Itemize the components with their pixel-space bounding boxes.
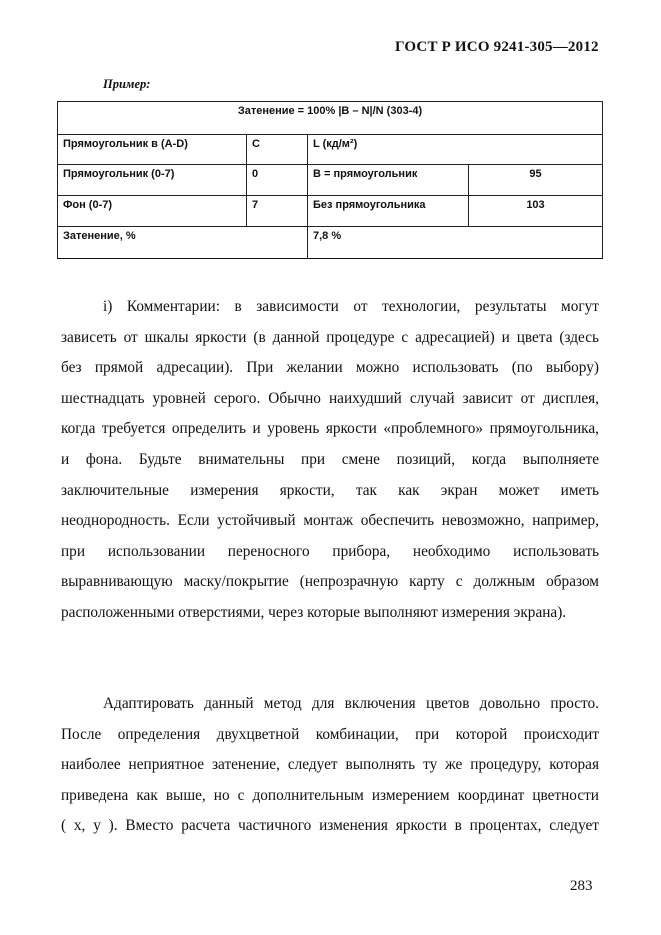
paragraph-line: и фона. Будьте внимательны при смене позиций, когда выполняете [61,450,599,468]
paragraph-line: расположенными отверстиями, через которые выполняют измерения экрана). [61,603,567,621]
paragraph-line: при использовании переносного прибора, необходимо использовать [61,542,599,560]
table-cell-extra: 103 [469,196,603,227]
document-header: ГОСТ Р ИСО 9241-305—2012 [395,39,599,55]
paragraph-line: без прямой адресации). При желании можно использовать (по выбору) [61,359,599,377]
table-row [58,196,603,227]
table-cell-label: Фон (0-7) [58,196,247,227]
table-cell-label: Прямоугольник (0-7) [58,165,247,196]
table-row [58,165,603,196]
paragraph-line: Адаптировать данный метод для включения цветов довольно просто. [103,695,599,712]
table-cell-value: 0 [247,165,308,196]
page-number: 283 [570,878,593,894]
paragraph-line: выравнивающую маску/покрытие (непрозрачную карту с должным образом [61,573,599,591]
paragraph-line: шестнадцать уровней серого. Обычно наихудший случай зависит от дисплея, [61,389,599,407]
shading-table [57,101,603,259]
paragraph-line: когда требуется определить и уровень яркости «проблемного» прямоугольника, [61,420,599,438]
table-cell-label: Затенение, % [58,227,308,259]
paragraph-line: ( x, y ). Вместо расчета частичного изменения яркости в процентах, следует [61,817,599,835]
paragraph-line: наиболее неприятное затенение, следует выполнять ту же процедуру, которая [61,756,599,774]
paragraph-line: После определения двухцветной комбинации, при которой происходит [61,725,599,743]
paragraph-line: заключительные измерения яркости, так как экран может иметь [61,481,599,499]
paragraph-line: неоднородность. Если устойчивый монтаж обеспечить невозможно, например, [61,512,599,530]
table-title-row [58,102,603,135]
comments-paragraph [61,292,599,629]
color-adaptation-paragraph [61,689,599,842]
table-row [58,135,603,165]
table-cell-unit: Без прямоугольника [308,196,469,227]
paragraph-line: зависеть от шкалы яркости (в данной процедуре с адресацией) и цвета (здесь [61,328,599,346]
table-cell-value: С [247,135,308,165]
table-title: Затенение = 100% |B – N|/N (303-4) [58,102,603,135]
table-cell-label: Прямоугольник в (A-D) [58,135,247,165]
table-cell-unit: L (кд/м²) [308,135,603,165]
table-cell-extra: 95 [469,165,603,196]
table-cell-unit: B = прямоугольник [308,165,469,196]
paragraph-line: приведена как выше, но с дополнительным измерением координат цветности [61,786,599,804]
table-cell-unit: 7,8 % [308,227,603,259]
table-cell-value: 7 [247,196,308,227]
example-label: Пример: [103,77,151,91]
paragraph-line: i) Комментарии: в зависимости от технологии, результаты могут [103,298,599,315]
table-row [58,227,603,259]
